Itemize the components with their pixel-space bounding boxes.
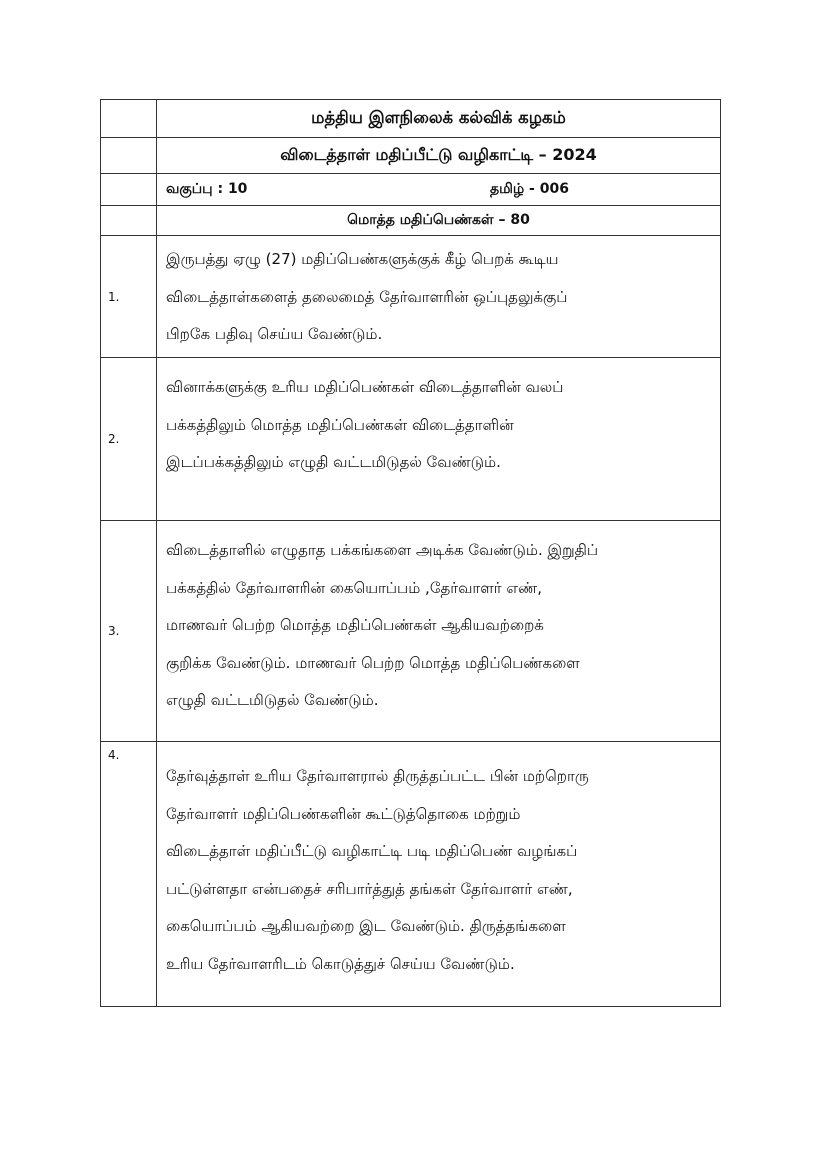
subject-label: தமிழ் - 006: [490, 181, 569, 197]
instruction-row: [101, 521, 721, 742]
instruction-number: 3.: [101, 521, 157, 742]
instruction-line: தேர்வுத்தாள் உரிய தேர்வாளரால் திருத்தப்பட்ட பின் மற்றொரு: [166, 767, 589, 785]
instruction-line: தேர்வாளர் மதிப்பெண்களின் கூட்டுத்தொகை மற்றும்: [166, 804, 521, 823]
instruction-line: மாணவர் பெற்ற மொத்த மதிப்பெண்கள் ஆகியவற்றைக்: [166, 616, 544, 634]
total-marks: மொத்த மதிப்பெண்கள் – 80: [157, 206, 721, 236]
instruction-number: 1.: [101, 236, 157, 358]
subtitle-row: [101, 138, 721, 174]
instruction-number: 2.: [101, 358, 157, 521]
meta-num-cell: [101, 174, 157, 206]
total-row: [101, 206, 721, 236]
instruction-text: [157, 521, 721, 742]
instruction-line: இடப்பக்கத்திலும் எழுதி வட்டமிடுதல் வேண்டும்.: [166, 453, 501, 471]
instruction-row: [101, 742, 721, 1007]
total-num-cell: [101, 206, 157, 236]
instruction-line: இருபத்து ஏழு (27) மதிப்பெண்களுக்குக் கீழ் பெறக் கூடிய: [166, 250, 559, 268]
document-subtitle: விடைத்தாள் மதிப்பீட்டு வழிகாட்டி – 2024: [157, 138, 721, 174]
instruction-text: [157, 358, 721, 521]
instruction-line: கையொப்பம் ஆகியவற்றை இட வேண்டும். திருத்தங்களை: [166, 917, 566, 935]
instruction-line: எழுதி வட்டமிடுதல் வேண்டும்.: [166, 691, 379, 709]
instruction-line: பிறகே பதிவு செய்ய வேண்டும்.: [166, 325, 383, 343]
instruction-row: [101, 358, 721, 521]
document-title: மத்திய இளநிலைக் கல்விக் கழகம்: [157, 100, 721, 138]
instruction-line: வினாக்களுக்கு உரிய மதிப்பெண்கள் விடைத்தாளின் வலப்: [166, 378, 564, 396]
title-row: [101, 100, 721, 138]
meta-row: [101, 174, 721, 206]
instruction-line: பக்கத்தில் தேர்வாளரின் கையொப்பம் ,தேர்வாளர் எண்,: [166, 578, 542, 597]
instruction-line: விடைத்தாள் மதிப்பீட்டு வழிகாட்டி படி மதிப்பெண் வழங்கப்: [166, 842, 578, 860]
instruction-line: குறிக்க வேண்டும். மாணவர் பெற்ற மொத்த மதிப்பெண்களை: [166, 653, 580, 672]
instruction-line: உரிய தேர்வாளரிடம் கொடுத்துச் செய்ய வேண்டும்.: [166, 954, 515, 973]
instruction-line: விடைத்தாள்களைத் தலைமைத் தேர்வாளரின் ஒப்புதலுக்குப்: [166, 287, 568, 306]
evaluation-guide-table: [100, 99, 721, 1007]
instruction-text: [157, 742, 721, 1007]
instruction-row: [101, 236, 721, 358]
instruction-number: 4.: [108, 748, 120, 762]
instruction-text: [157, 236, 721, 358]
instruction-line: பட்டுள்ளதா என்பதைச் சரிபார்த்துத் தங்கள் தேர்வாளர் எண்,: [166, 879, 573, 898]
instruction-line: பக்கத்திலும் மொத்த மதிப்பெண்கள் விடைத்தாளின்: [166, 415, 514, 434]
subtitle-num-cell: [101, 138, 157, 174]
meta-cell: [157, 174, 721, 206]
title-num-cell: [101, 100, 157, 138]
class-label: வகுப்பு : 10: [166, 181, 248, 197]
instruction-number-cell: [101, 742, 157, 1007]
instruction-line: விடைத்தாளில் எழுதாத பக்கங்களை அடிக்க வேண்டும். இறுதிப்: [166, 541, 599, 559]
